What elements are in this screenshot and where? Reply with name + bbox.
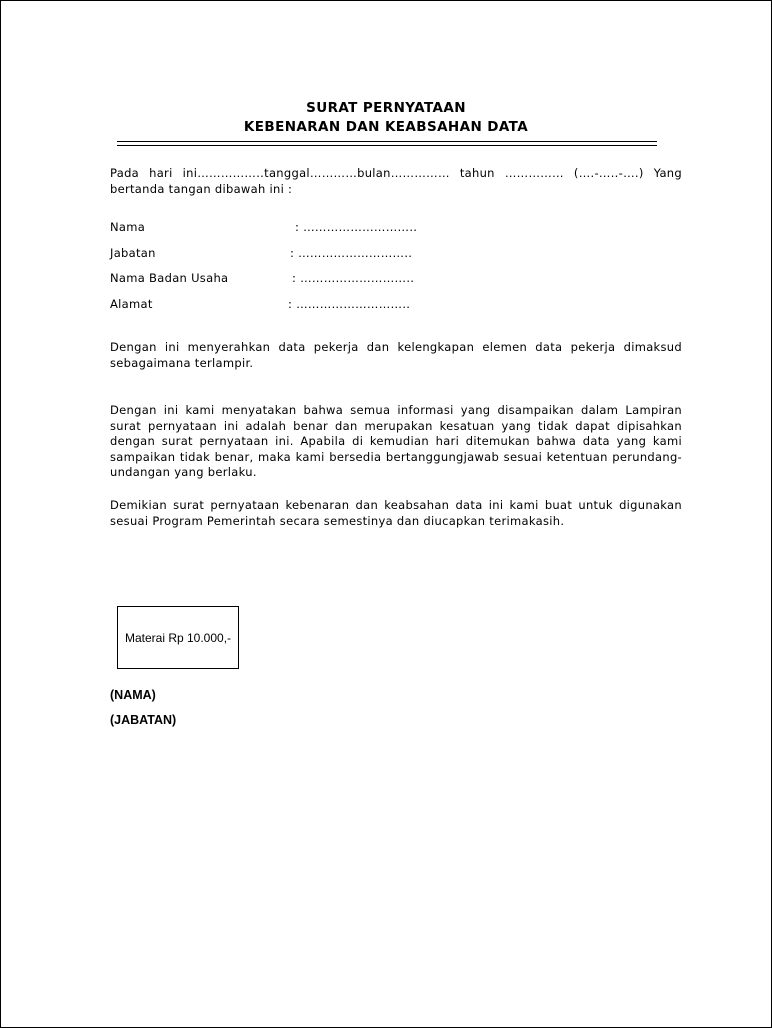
paragraph-submission: Dengan ini menyerahkan data pekerja dan kelengkapan elemen data pekerja dimaksud sebagaimana terlampir. [110,340,682,370]
intro-paragraph: Pada hari ini……………..tanggal…………bulan…………… tahun …………… (….-…..-….) Yang bertanda tangan dibawah ini : [110,166,682,196]
field-label-alamat: Alamat [110,297,153,311]
field-value-alamat: : ……………………….. [288,297,411,311]
field-label-nama: Nama [110,220,146,234]
stamp-duty-label: Materai Rp 10.000,- [124,630,232,645]
signer-name: (NAMA) [110,688,156,702]
document-title-line1: SURAT PERNYATAAN [306,100,466,116]
stamp-duty-box [117,606,239,669]
title-underline-bottom [117,145,657,146]
field-label-nama-badan-usaha: Nama Badan Usaha [110,271,229,285]
paragraph-closing: Demikian surat pernyataan kebenaran dan keabsahan data ini kami buat untuk digunakan sesuai Program Pemerintah secara semestinya dan diucapkan terimakasih. [110,498,682,528]
field-value-nama-badan-usaha: : ……………………….. [292,271,415,285]
signer-position: (JABATAN) [110,713,177,727]
document-title-line2: KEBENARAN DAN KEABSAHAN DATA [243,119,529,135]
field-value-nama: : ……………………….. [295,220,418,234]
paragraph-declaration: Dengan ini kami menyatakan bahwa semua informasi yang disampaikan dalam Lampiran surat pernyataan ini adalah benar dan merupakan kesatuan yang tidak dapat dipisahkan dengan surat pernyataan ini. Apabila di kemudian hari ditemukan bahwa data yang kami sampaikan tidak benar, maka kami bersedia bertanggungjawab sesuai ketentuan perundang-undangan yang berlaku. [110,403,682,479]
title-underline-top [117,141,657,142]
field-value-jabatan: : ……………………….. [290,246,413,260]
field-label-jabatan: Jabatan [110,246,156,260]
